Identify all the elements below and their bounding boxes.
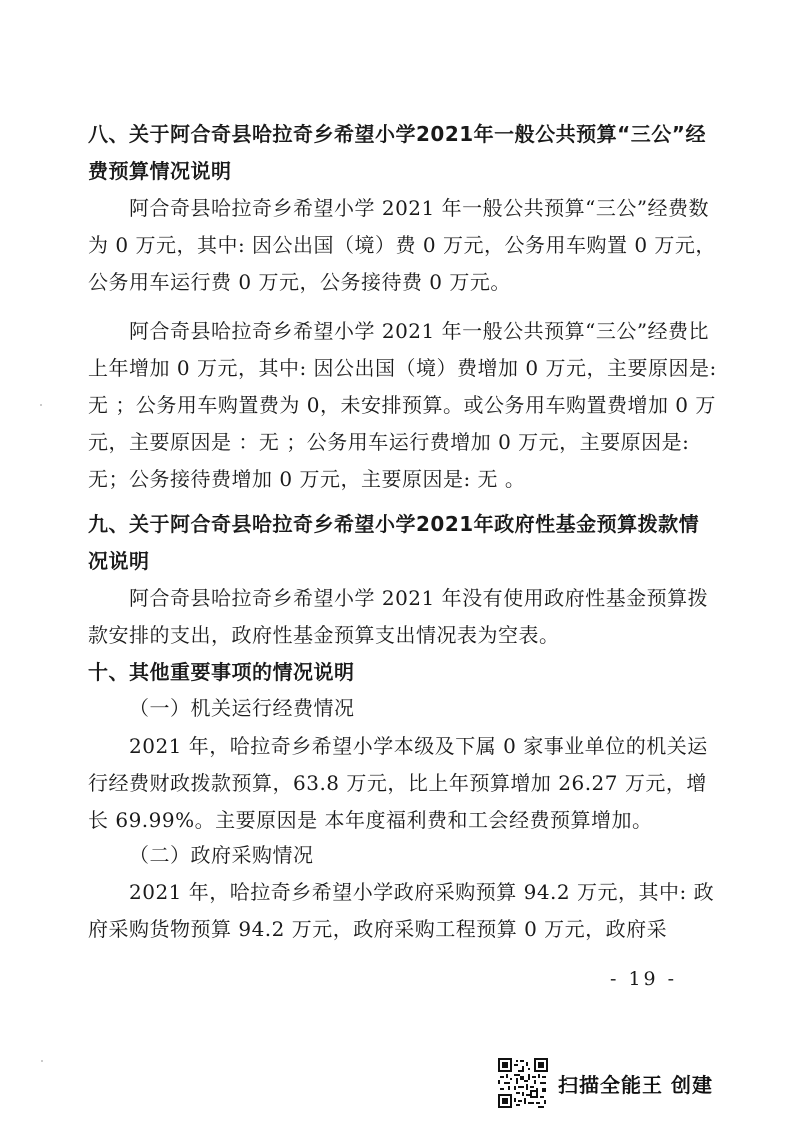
section-10-subheading-1: （一）机关运行经费情况	[129, 696, 355, 720]
section-8-paragraph-2: 阿合奇县哈拉奇乡希望小学 2021 年一般公共预算“三公”经费比上年增加 0 万元，其中: 因公出国（境）费增加 0 万元，主要原因是: 无 ；公务用车购置费为 0，未安排预算。或公务用车购置费增加 0 万元，主要原因是 ：无 ；公务用车运行费增加 0 万元，主要原因是: 无；公务接待费增加 0 万元，主要原因是: 无 。	[88, 319, 717, 491]
scanner-app-label: 扫描全能王 创建	[558, 1072, 713, 1097]
section-9-heading: 九、关于阿合奇县哈拉奇乡希望小学2021年政府性基金预算拨款情况说明	[88, 512, 700, 573]
scan-speck	[41, 1060, 43, 1062]
qr-code-icon	[498, 1058, 548, 1108]
section-10-paragraph-2: 2021 年，哈拉奇乡希望小学政府采购预算 94.2 万元，其中: 政府采购货物预算 94.2 万元，政府采购工程预算 0 万元，政府采	[88, 880, 715, 941]
scan-speck	[40, 404, 42, 406]
section-8-heading: 八、关于阿合奇县哈拉奇乡希望小学2021年一般公共预算“三公”经费预算情况说明	[88, 122, 706, 183]
section-10-paragraph-1: 2021 年，哈拉奇乡希望小学本级及下属 0 家事业单位的机关运行经费财政拨款预算，63.8 万元，比上年预算增加 26.27 万元，增长 69.99%。主要原因是 本年度福利费和工会经费预算增加。	[88, 734, 708, 832]
section-10-heading: 十、其他重要事项的情况说明	[88, 660, 355, 684]
section-9-paragraph-1: 阿合奇县哈拉奇乡希望小学 2021 年没有使用政府性基金预算拨款安排的支出，政府性基金预算支出情况表为空表。	[88, 586, 709, 647]
section-10-subheading-2: （二）政府采购情况	[129, 843, 314, 867]
section-8-paragraph-1: 阿合奇县哈拉奇乡希望小学 2021 年一般公共预算“三公”经费数为 0 万元，其中: 因公出国（境）费 0 万元，公务用车购置 0 万元，公务用车运行费 0 万元，公务接待费 0 万元。	[88, 196, 716, 294]
page-number: - 19 -	[610, 968, 678, 990]
scanner-watermark	[498, 1058, 713, 1108]
